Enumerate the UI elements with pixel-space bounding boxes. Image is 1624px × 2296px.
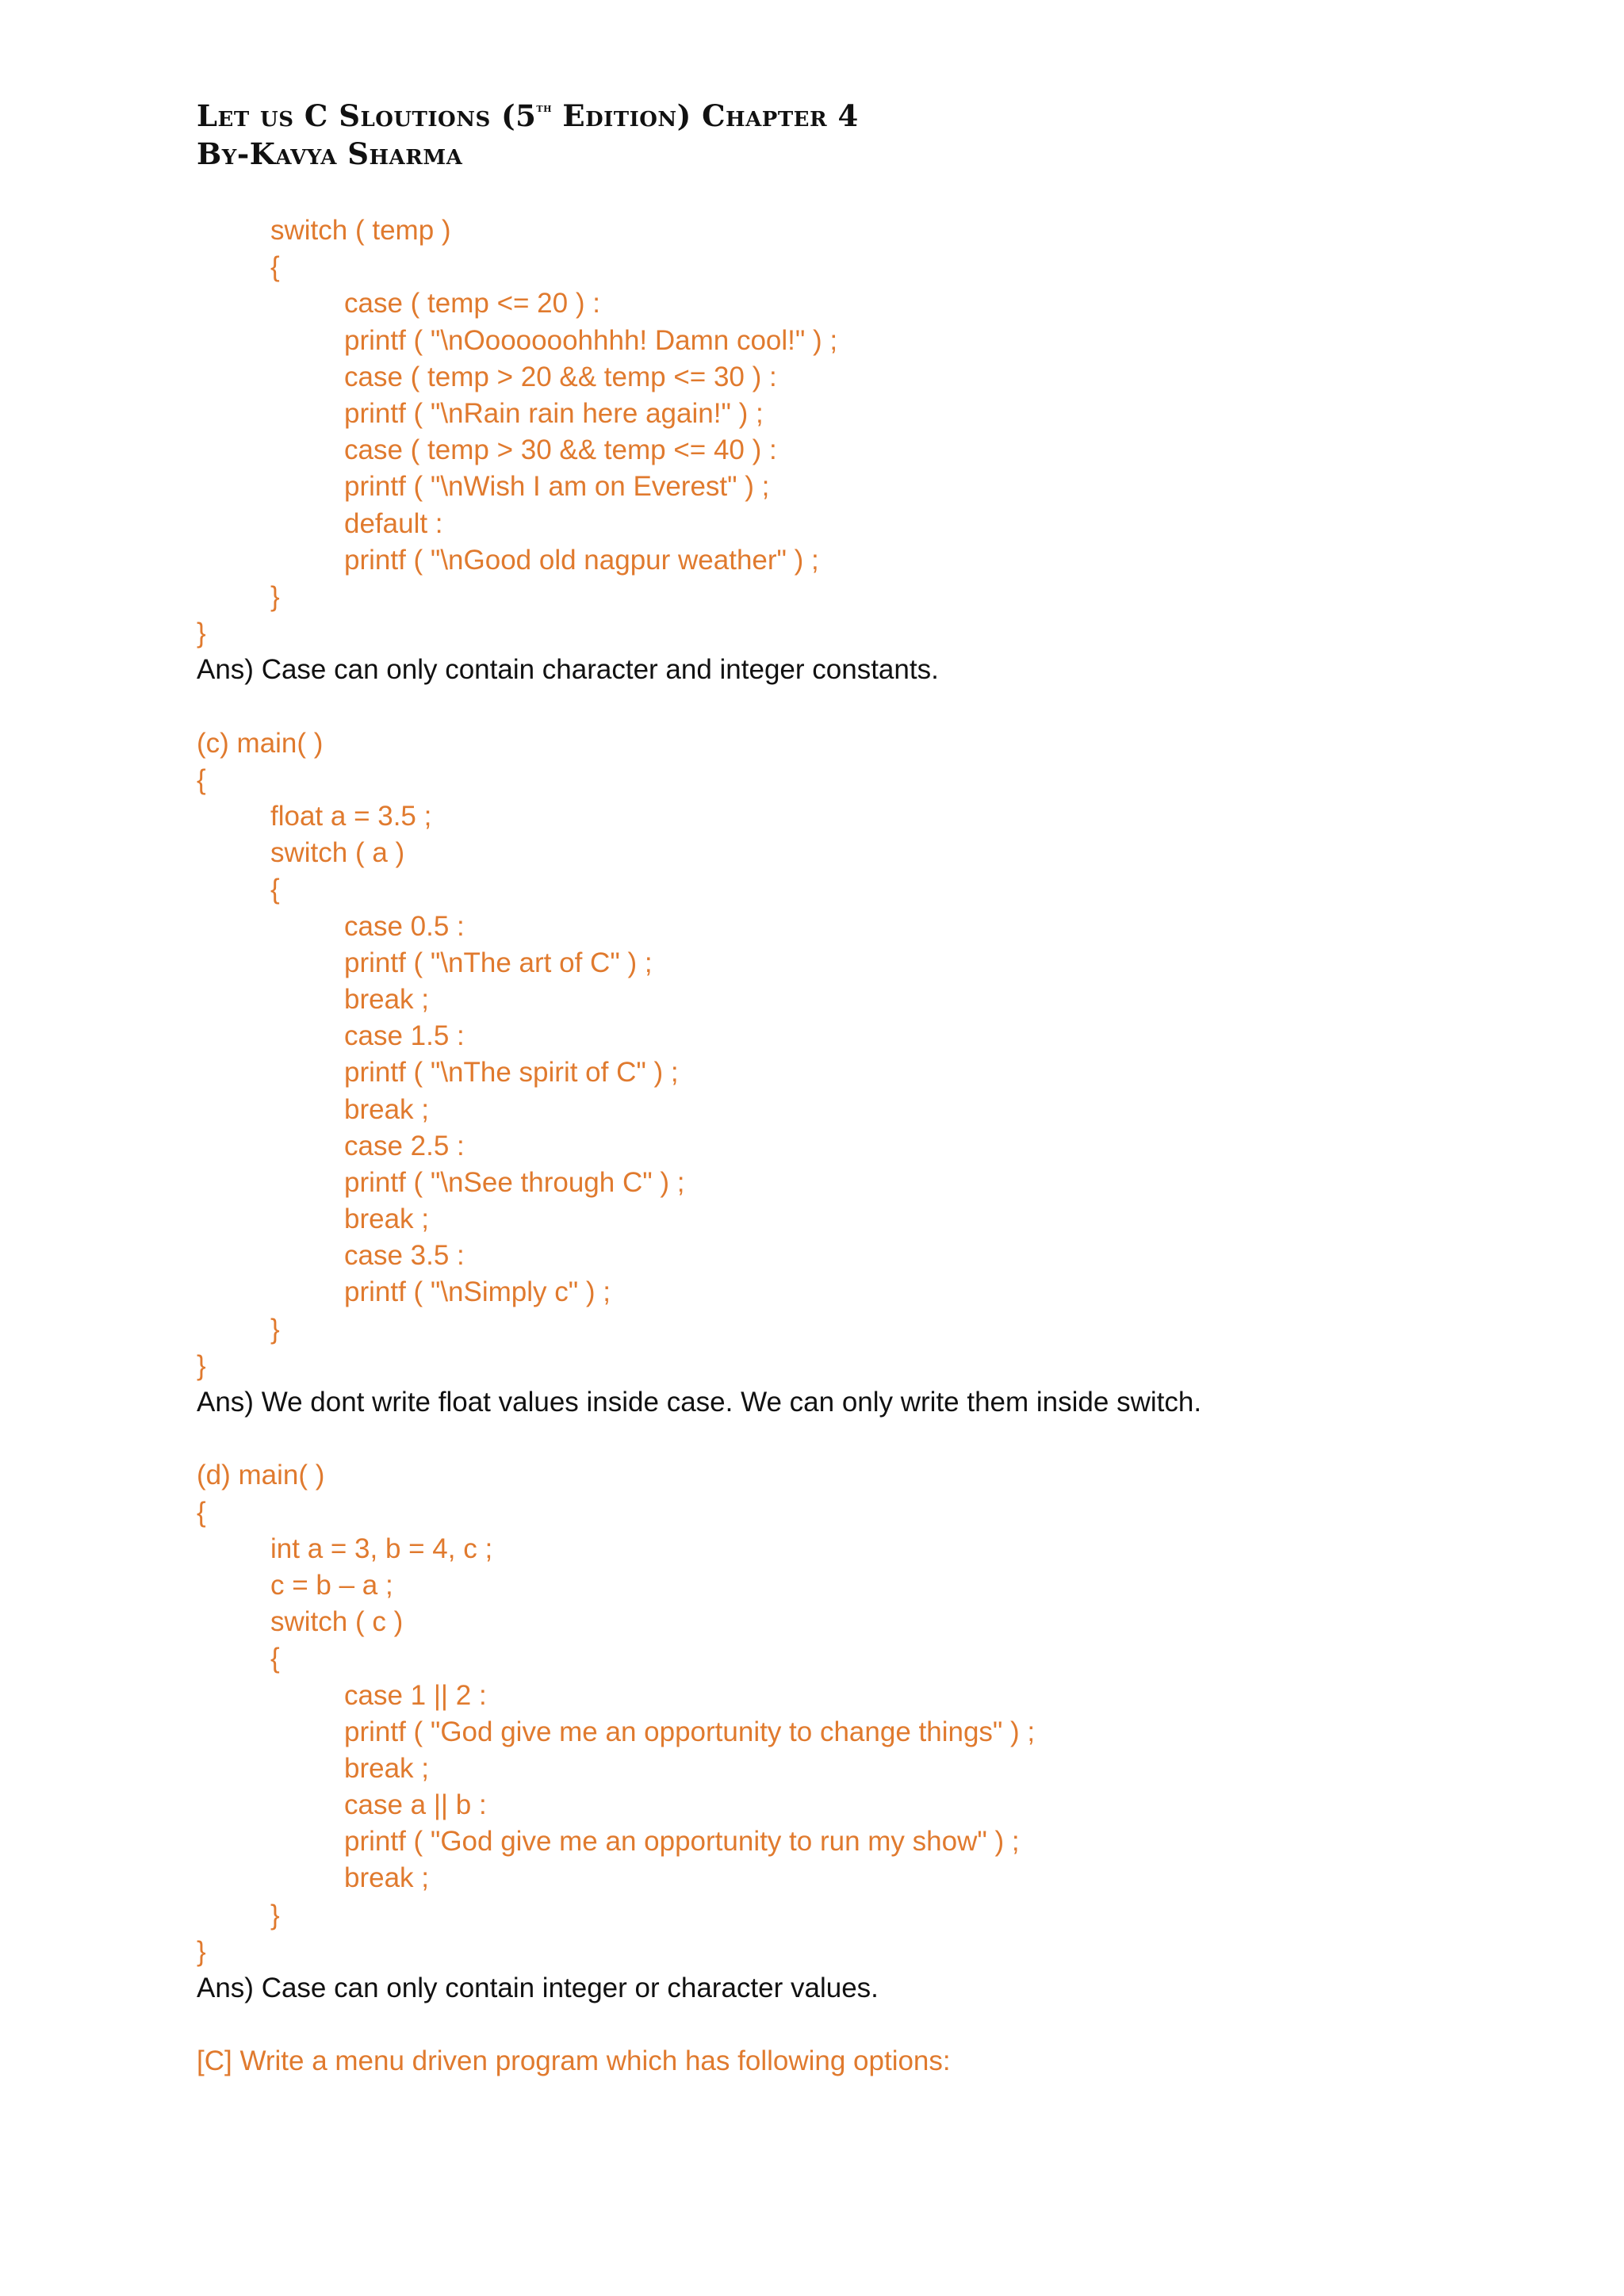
code-line: { (270, 1643, 280, 1674)
code-line: printf ( "\nRain rain here again!" ) ; (344, 397, 764, 429)
code-line: { (197, 1496, 206, 1528)
code-line: { (197, 763, 206, 795)
code-line: printf ( "\nSee through C" ) ; (344, 1166, 685, 1198)
code-line: case 1.5 : (344, 1020, 465, 1052)
spacer (197, 1421, 1545, 1457)
code-block-c (197, 725, 1545, 1422)
code-line: break ; (344, 1752, 429, 1784)
code-line: break ; (344, 1203, 429, 1235)
code-line: case 0.5 : (344, 910, 465, 942)
code-line: break ; (344, 1093, 429, 1125)
answer-c: Ans) We dont write float values inside case. We can only write them inside switch. (197, 1387, 1202, 1418)
code-line: printf ( "\nGood old nagpur weather" ) ; (344, 544, 819, 576)
code-line: } (197, 618, 206, 649)
code-line: case ( temp > 30 && temp <= 40 ) : (344, 434, 777, 466)
code-line: printf ( "God give me an opportunity to run my show" ) ; (344, 1826, 1020, 1858)
code-line: int a = 3, b = 4, c ; (270, 1533, 493, 1564)
code-line: case ( temp > 20 && temp <= 30 ) : (344, 361, 777, 392)
code-line: case a || b : (344, 1789, 487, 1821)
answer-b: Ans) Case can only contain character and integer constants. (197, 654, 939, 686)
code-line: { (270, 874, 280, 905)
code-line: case ( temp <= 20 ) : (344, 288, 600, 320)
document-header (197, 97, 859, 173)
code-line: } (197, 1935, 206, 1967)
title-superscript: th (536, 100, 552, 115)
section-heading: [C] Write a menu driven program which has following options: (197, 2045, 951, 2077)
code-line: } (270, 1313, 280, 1345)
code-line: case 2.5 : (344, 1130, 465, 1161)
title-text-end: Edition) Chapter 4 (551, 98, 859, 133)
code-line: switch ( c ) (270, 1606, 404, 1638)
spacer (197, 688, 1545, 725)
code-line: printf ( "\nWish I am on Everest" ) ; (344, 471, 770, 503)
code-line: } (197, 1349, 206, 1381)
code-line: { (270, 251, 280, 283)
code-line: printf ( "God give me an opportunity to change things" ) ; (344, 1716, 1036, 1747)
document-author: By-Kavya Sharma (197, 136, 463, 171)
code-line: } (270, 1899, 280, 1931)
code-line: (d) main( ) (197, 1460, 325, 1491)
code-block-d (197, 1457, 1545, 2007)
code-line: } (270, 580, 280, 612)
title-text: Let us C Sloutions (5 (197, 98, 537, 133)
code-line: printf ( "\nSimply c" ) ; (344, 1276, 611, 1308)
code-line: case 1 || 2 : (344, 1679, 487, 1711)
spacer (197, 2007, 1545, 2043)
code-block-b (197, 212, 1545, 688)
code-line: printf ( "\nOoooooohhhh! Damn cool!" ) ; (344, 324, 838, 356)
code-line: default : (344, 507, 443, 539)
code-line: (c) main( ) (197, 727, 324, 759)
code-line: c = b – a ; (270, 1569, 393, 1601)
code-line: case 3.5 : (344, 1240, 465, 1272)
code-line: break ; (344, 1862, 429, 1894)
code-line: break ; (344, 983, 429, 1015)
code-line: float a = 3.5 ; (270, 801, 432, 832)
answer-d: Ans) Case can only contain integer or character values. (197, 1973, 879, 2003)
code-line: printf ( "\nThe spirit of C" ) ; (344, 1057, 679, 1089)
code-line: switch ( a ) (270, 837, 405, 869)
code-line: printf ( "\nThe art of C" ) ; (344, 947, 653, 978)
document-body (197, 212, 1545, 2080)
document-title (197, 97, 859, 135)
code-line: switch ( temp ) (270, 215, 451, 246)
